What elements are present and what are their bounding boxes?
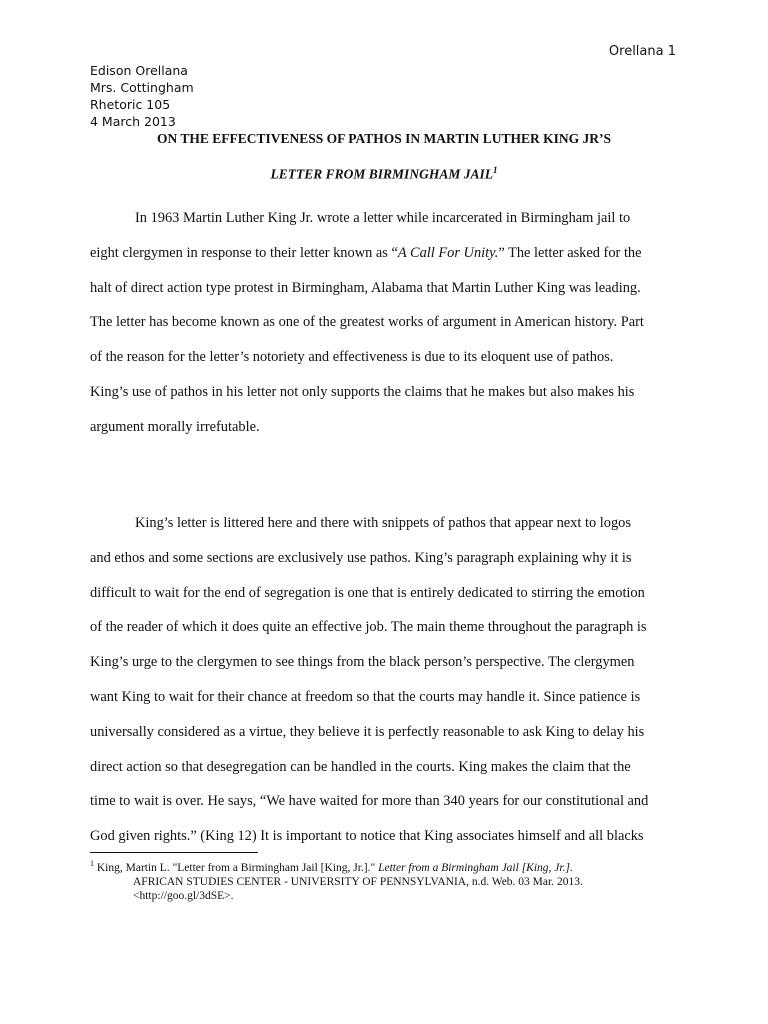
paragraph-line: eight clergymen in response to their letter known as “A Call For Unity.” The letter asked for the [90,244,642,261]
footnote-separator [90,852,258,853]
paragraph-line: difficult to wait for the end of segregation is one that is entirely dedicated to stirring the emotion [90,584,645,601]
paragraph-line: In 1963 Martin Luther King Jr. wrote a letter while incarcerated in Birmingham jail to [135,210,631,226]
footnote-source-title: Letter from a Birmingham Jail [King, Jr.]. [378,861,573,874]
paragraph-line: God given rights.” (King 12) It is important to notice that King associates himself and all blacks [90,828,644,845]
paragraph-line: of the reader of which it does quite an effective job. The main theme throughout the paragraph is [90,619,647,636]
paragraph-2 [90,506,680,854]
paragraph-line: of the reason for the letter’s notoriety and effectiveness is due to its eloquent use of pathos. [90,349,614,366]
paragraph-1 [90,201,680,445]
paragraph-line: direct action so that desegregation can be handled in the courts. King makes the claim that the [90,758,631,775]
footnote-url: <http://goo.gl/3dSE>. [133,889,234,902]
author-name: Edison Orellana [90,63,188,78]
paragraph-line: argument morally irrefutable. [90,418,260,435]
paragraph-line: universally considered as a virtue, they believe it is perfectly reasonable to ask King to delay his [90,723,645,740]
essay-date: 4 March 2013 [90,114,176,129]
footnote-marker: 1 [90,859,94,868]
paragraph-line: halt of direct action type protest in Birmingham, Alabama that Martin Luther King was leading. [90,279,641,296]
footnote-line: AFRICAN STUDIES CENTER - UNIVERSITY OF PENNSYLVANIA, n.d. Web. 03 Mar. 2013. [133,875,583,888]
essay-title-line1: ON THE EFFECTIVENESS OF PATHOS IN MARTIN LUTHER KING JR’S [157,131,611,146]
paragraph-line: The letter has become known as one of the greatest works of argument in American history. Part [90,314,644,331]
paragraph-line: King’s use of pathos in his letter not only supports the claims that he makes but also makes his [90,383,635,400]
footnote [90,857,680,903]
page-header: Orellana 1 [608,44,676,59]
essay-title-line2 [90,165,678,183]
heading-block [90,62,194,130]
essay-title-text: LETTER FROM BIRMINGHAM JAIL [270,166,493,182]
paragraph-line: King’s letter is littered here and there with snippets of pathos that appear next to logos [135,515,631,531]
footnote-reference: 1 [492,165,498,175]
quoted-title: A Call For Unity. [397,244,499,261]
paragraph-line: want King to wait for their chance at freedom so that the courts may handle it. Since patience is [90,688,641,705]
instructor-name: Mrs. Cottingham [90,80,194,95]
paragraph-line: and ethos and some sections are exclusively use pathos. King’s paragraph explaining why it is [90,549,632,566]
paragraph-line: time to wait is over. He says, “We have waited for more than 340 years for our constitutional and [90,793,649,810]
course-name: Rhetoric 105 [90,97,171,112]
paragraph-line: King’s urge to the clergymen to see things from the black person’s perspective. The clergymen [90,654,635,671]
footnote-line: $^1$ King, Martin L. "Letter from a Birmingham Jail [King, Jr.]." Letter from a Birmingham Jail [King, Jr.]. [90,859,573,874]
